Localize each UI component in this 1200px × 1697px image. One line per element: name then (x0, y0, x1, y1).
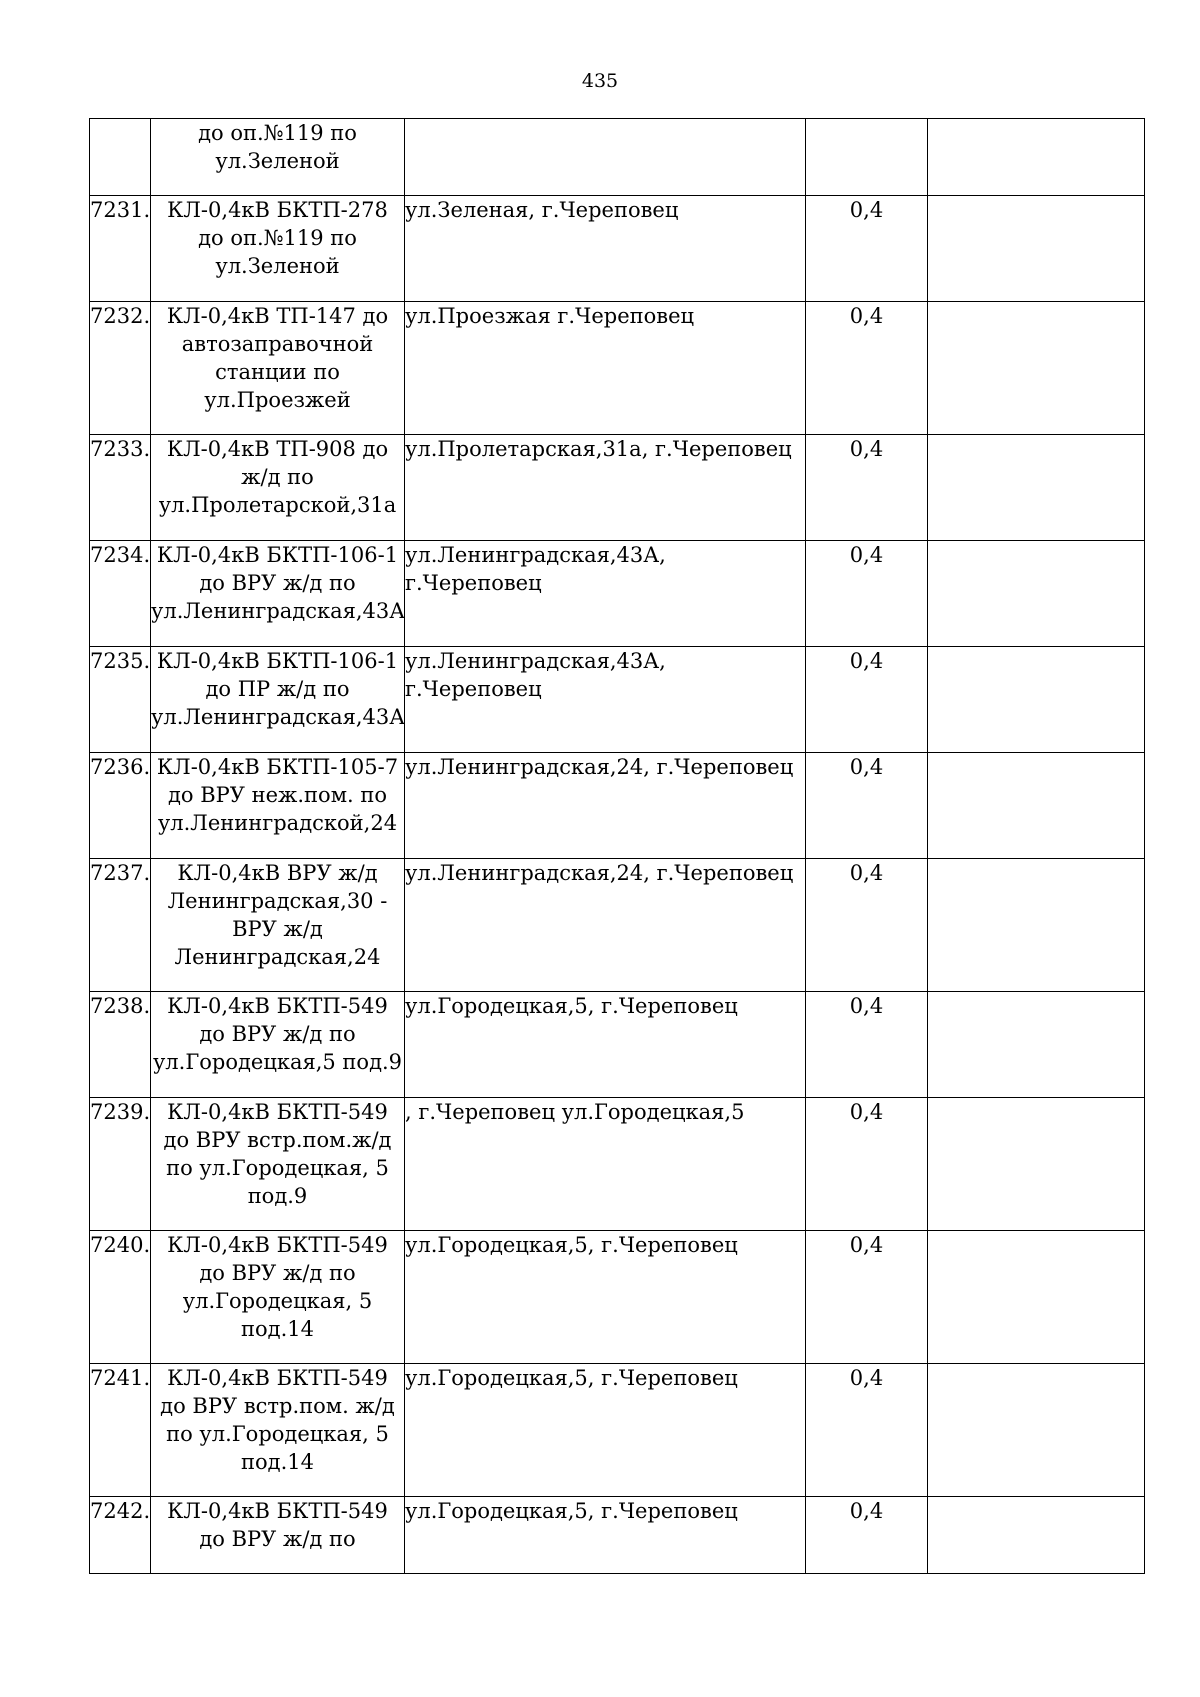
address: ул.Пролетарская,31а, г.Череповец (405, 435, 806, 541)
cable-line-description: КЛ-0,4кВ БКТП-549 до ВРУ ж/д по (151, 1497, 405, 1574)
notes (928, 1098, 1145, 1231)
page-number: 435 (581, 70, 619, 92)
notes (928, 119, 1145, 196)
voltage: 0,4 (806, 541, 928, 647)
address: , г.Череповец ул.Городецкая,5 (405, 1098, 806, 1231)
address: ул.Ленинградская,24, г.Череповец (405, 753, 806, 859)
row-number: 7235. (90, 647, 151, 753)
row-number: 7236. (90, 753, 151, 859)
voltage: 0,4 (806, 196, 928, 302)
voltage: 0,4 (806, 435, 928, 541)
notes (928, 859, 1145, 992)
row-number: 7237. (90, 859, 151, 992)
voltage: 0,4 (806, 1497, 928, 1574)
cable-line-description: КЛ-0,4кВ БКТП-549 до ВРУ ж/д по ул.Городецкая,5 под.9 (151, 992, 405, 1098)
address: ул.Городецкая,5, г.Череповец (405, 1231, 806, 1364)
table-row (90, 1364, 1145, 1497)
address: ул.Ленинградская,43А, г.Череповец (405, 541, 806, 647)
voltage: 0,4 (806, 859, 928, 992)
row-number (90, 119, 151, 196)
row-number: 7238. (90, 992, 151, 1098)
address: ул.Городецкая,5, г.Череповец (405, 992, 806, 1098)
voltage: 0,4 (806, 753, 928, 859)
notes (928, 647, 1145, 753)
address: ул.Зеленая, г.Череповец (405, 196, 806, 302)
row-number: 7242. (90, 1497, 151, 1574)
table-row (90, 647, 1145, 753)
notes (928, 435, 1145, 541)
table-row (90, 859, 1145, 992)
voltage: 0,4 (806, 1231, 928, 1364)
row-number: 7241. (90, 1364, 151, 1497)
notes (928, 1364, 1145, 1497)
table-row (90, 1231, 1145, 1364)
table-row (90, 753, 1145, 859)
address: ул.Городецкая,5, г.Череповец (405, 1364, 806, 1497)
row-number: 7234. (90, 541, 151, 647)
voltage: 0,4 (806, 1098, 928, 1231)
row-number: 7240. (90, 1231, 151, 1364)
cable-line-description: КЛ-0,4кВ БКТП-106-1 до ВРУ ж/д по ул.Ленинградская,43А (151, 541, 405, 647)
table-row (90, 541, 1145, 647)
table-row (90, 992, 1145, 1098)
cable-line-description: КЛ-0,4кВ ТП-147 до автозаправочной станции по ул.Проезжей (151, 302, 405, 435)
voltage: 0,4 (806, 992, 928, 1098)
address: ул.Ленинградская,24, г.Череповец (405, 859, 806, 992)
row-number: 7232. (90, 302, 151, 435)
row-number: 7231. (90, 196, 151, 302)
cable-line-description: КЛ-0,4кВ БКТП-549 до ВРУ встр.пом.ж/д по ул.Городецкая, 5 под.9 (151, 1098, 405, 1231)
cable-line-description: КЛ-0,4кВ ВРУ ж/д Ленинградская,30 - ВРУ ж/д Ленинградская,24 (151, 859, 405, 992)
address (405, 119, 806, 196)
notes (928, 302, 1145, 435)
cable-line-description: КЛ-0,4кВ БКТП-105-7 до ВРУ неж.пом. по ул.Ленинградской,24 (151, 753, 405, 859)
voltage: 0,4 (806, 302, 928, 435)
cable-line-description: КЛ-0,4кВ БКТП-106-1 до ПР ж/д по ул.Ленинградская,43А (151, 647, 405, 753)
cable-line-description: КЛ-0,4кВ БКТП-278 до оп.№119 по ул.Зеленой (151, 196, 405, 302)
voltage: 0,4 (806, 647, 928, 753)
notes (928, 992, 1145, 1098)
registry-table (89, 118, 1145, 1574)
notes (928, 1497, 1145, 1574)
voltage (806, 119, 928, 196)
cable-line-description: до оп.№119 по ул.Зеленой (151, 119, 405, 196)
table-row (90, 1098, 1145, 1231)
table-row (90, 435, 1145, 541)
notes (928, 541, 1145, 647)
notes (928, 753, 1145, 859)
cable-line-description: КЛ-0,4кВ ТП-908 до ж/д по ул.Пролетарской,31а (151, 435, 405, 541)
notes (928, 196, 1145, 302)
table-row (90, 196, 1145, 302)
cable-line-description: КЛ-0,4кВ БКТП-549 до ВРУ ж/д по ул.Городецкая, 5 под.14 (151, 1231, 405, 1364)
notes (928, 1231, 1145, 1364)
address: ул.Ленинградская,43А, г.Череповец (405, 647, 806, 753)
address: ул.Городецкая,5, г.Череповец (405, 1497, 806, 1574)
table-row (90, 1497, 1145, 1574)
table-row (90, 302, 1145, 435)
row-number: 7233. (90, 435, 151, 541)
row-number: 7239. (90, 1098, 151, 1231)
cable-line-description: КЛ-0,4кВ БКТП-549 до ВРУ встр.пом. ж/д по ул.Городецкая, 5 под.14 (151, 1364, 405, 1497)
address: ул.Проезжая г.Череповец (405, 302, 806, 435)
table-row (90, 119, 1145, 196)
voltage: 0,4 (806, 1364, 928, 1497)
